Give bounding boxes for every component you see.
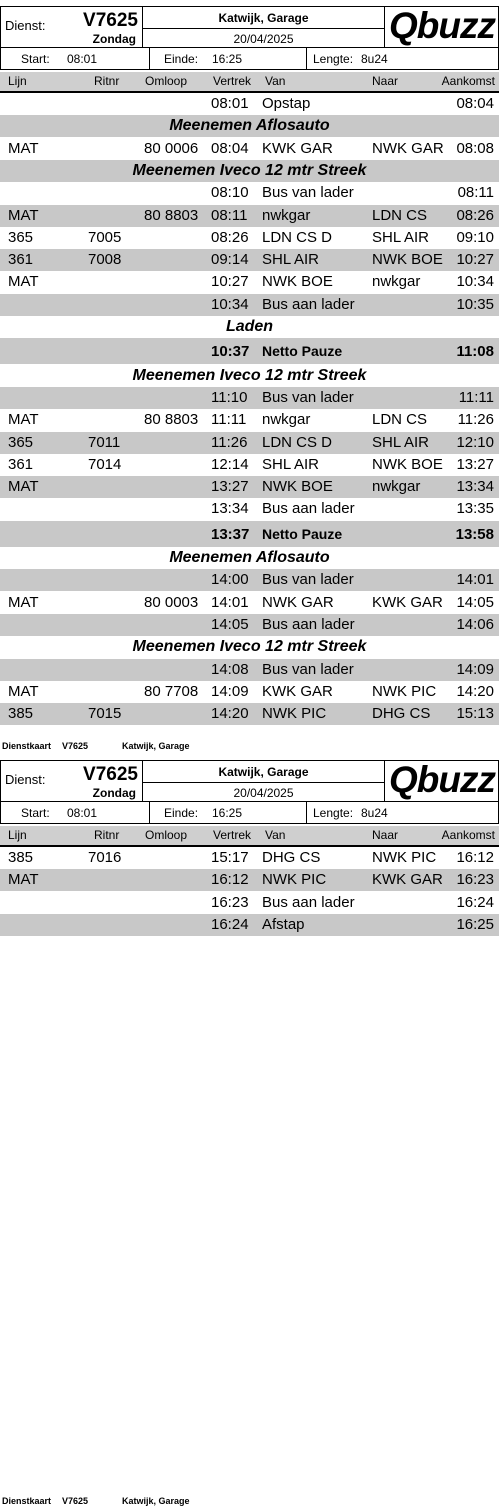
table-row — [0, 205, 499, 227]
cell-aankomst: 15:13 — [456, 705, 494, 723]
cell-aankomst: 09:10 — [456, 228, 494, 246]
end-time: 16:25 — [212, 806, 243, 820]
cell-van: Bus van lader — [262, 184, 354, 202]
cell-van: SHL AIR — [262, 251, 319, 269]
table-row — [0, 659, 499, 681]
cell-van: NWK BOE — [262, 478, 333, 496]
table-row — [0, 387, 499, 409]
cell-aankomst: 08:08 — [456, 139, 494, 157]
cell-lijn: 365 — [8, 433, 34, 451]
cell-vertrek: 09:14 — [211, 251, 249, 269]
cell-ritnr: 7008 — [88, 251, 122, 269]
dienstkaart-page-1 — [0, 0, 500, 754]
company-logo: Qbuzz — [389, 5, 495, 46]
cell-lijn: MAT — [8, 682, 39, 700]
divider — [143, 782, 384, 783]
cell-vertrek: 14:08 — [211, 660, 249, 678]
section-title: Meenemen Aflosauto — [169, 549, 330, 566]
location-cell — [143, 761, 385, 801]
cell-ritnr: 7015 — [88, 705, 122, 723]
cell-lijn: MAT — [8, 273, 39, 291]
start-cell — [1, 802, 150, 823]
cell-vertrek: 08:01 — [211, 95, 249, 112]
cell-naar: SHL AIR — [372, 433, 429, 451]
cell-aankomst: 14:20 — [456, 682, 494, 700]
cell-aankomst: 13:35 — [456, 500, 494, 518]
cell-vertrek: 10:34 — [211, 295, 249, 313]
cell-ritnr: 7016 — [88, 849, 122, 866]
column-header — [0, 826, 499, 847]
cell-vertrek: 14:01 — [211, 593, 249, 611]
col-vertrek: Vertrek — [213, 828, 252, 842]
cell-aankomst: 12:10 — [456, 433, 494, 451]
cell-omloop: 80 0003 — [144, 593, 199, 611]
col-van: Van — [265, 74, 286, 88]
table-row — [0, 592, 499, 614]
dienstkaart-page-2 — [0, 754, 500, 1512]
col-omloop: Omloop — [145, 828, 188, 842]
section-title: Meenemen Iveco 12 mtr Streek — [132, 638, 367, 656]
cell-vertrek: 16:12 — [211, 871, 249, 889]
pause-row — [0, 521, 499, 547]
table-row — [0, 847, 499, 869]
cell-aankomst: 14:09 — [456, 660, 494, 678]
company-logo: Qbuzz — [389, 759, 495, 800]
cell-van: Netto Pauze — [262, 343, 343, 360]
footer-dienst: V7625 — [62, 1496, 89, 1506]
footer-label: Dienstkaart — [2, 1496, 52, 1506]
cell-naar: nwkgar — [372, 273, 421, 291]
dienst-cell — [1, 7, 143, 47]
cell-van: Bus van lader — [262, 388, 354, 406]
start-cell — [1, 48, 150, 69]
cell-van: NWK PIC — [262, 705, 327, 723]
col-ritnr: Ritnr — [94, 74, 120, 88]
table-row — [0, 432, 499, 454]
table-row — [0, 93, 499, 115]
section-header — [0, 636, 499, 658]
cell-van: NWK BOE — [262, 273, 333, 291]
cell-naar: NWK GAR — [372, 139, 444, 157]
section-title: Meenemen Iveco 12 mtr Streek — [132, 161, 367, 179]
table-row — [0, 681, 499, 703]
table-row — [0, 869, 499, 891]
section-title: Meenemen Iveco 12 mtr Streek — [132, 366, 367, 384]
cell-aankomst: 11:08 — [456, 343, 494, 361]
header-box — [0, 6, 499, 48]
cell-van: Netto Pauze — [262, 525, 343, 542]
dienst-cell — [1, 761, 143, 801]
cell-ritnr: 7005 — [88, 228, 122, 246]
cell-naar: SHL AIR — [372, 228, 429, 246]
cell-lijn: 361 — [8, 251, 34, 269]
cell-van: Bus aan lader — [262, 893, 355, 911]
cell-aankomst: 10:27 — [456, 251, 494, 269]
dienst-label: Dienst: — [5, 772, 46, 787]
cell-van: DHG CS — [262, 849, 321, 866]
date: 20/04/2025 — [233, 32, 294, 46]
cell-aankomst: 16:25 — [456, 915, 494, 933]
cell-aankomst: 16:12 — [456, 849, 494, 866]
col-omloop: Omloop — [145, 74, 188, 88]
end-time: 16:25 — [212, 52, 243, 66]
cell-vertrek: 14:00 — [211, 571, 249, 589]
cell-lijn: 361 — [8, 455, 34, 473]
cell-omloop: 80 0006 — [144, 139, 199, 157]
table-row — [0, 614, 499, 636]
col-vertrek: Vertrek — [213, 74, 252, 88]
footer-location: Katwijk, Garage — [122, 1496, 190, 1506]
cell-vertrek: 08:04 — [211, 139, 249, 157]
cell-naar: NWK BOE — [372, 251, 443, 269]
cell-aankomst: 13:34 — [456, 478, 494, 496]
length-cell — [307, 802, 499, 823]
cell-aankomst: 08:11 — [457, 184, 494, 202]
cell-vertrek: 08:26 — [211, 228, 249, 246]
cell-vertrek: 13:34 — [211, 500, 249, 518]
end-cell — [150, 802, 307, 823]
cell-naar: nwkgar — [372, 478, 421, 496]
table-row — [0, 182, 499, 204]
pause-row — [0, 338, 499, 364]
logo-cell — [385, 7, 499, 47]
col-van: Van — [265, 828, 286, 842]
location-cell — [143, 7, 385, 47]
cell-aankomst: 10:35 — [456, 295, 494, 313]
cell-omloop: 80 8803 — [144, 411, 199, 429]
cell-aankomst: 11:26 — [457, 411, 494, 429]
table-row — [0, 249, 499, 271]
cell-van: NWK GAR — [262, 593, 334, 611]
cell-omloop: 80 7708 — [144, 682, 199, 700]
cell-aankomst: 14:01 — [456, 571, 494, 589]
times-bar — [0, 48, 499, 70]
length-value: 8u24 — [361, 52, 388, 66]
cell-ritnr: 7011 — [88, 433, 121, 451]
cell-aankomst: 08:04 — [456, 95, 494, 112]
location: Katwijk, Garage — [218, 765, 309, 779]
table-row — [0, 892, 499, 914]
cell-lijn: 365 — [8, 228, 34, 246]
cell-lijn: MAT — [8, 206, 39, 224]
cell-vertrek: 15:17 — [211, 849, 249, 866]
table-row — [0, 703, 499, 725]
length-cell — [307, 48, 499, 69]
end-label: Einde: — [164, 52, 199, 66]
cell-aankomst: 11:11 — [458, 388, 494, 406]
col-lijn: Lijn — [8, 828, 27, 842]
cell-vertrek: 16:23 — [211, 893, 249, 911]
footer-label: Dienstkaart — [2, 741, 52, 751]
col-lijn: Lijn — [8, 74, 27, 88]
cell-lijn: 385 — [8, 705, 34, 723]
col-ritnr: Ritnr — [94, 828, 120, 842]
cell-vertrek: 14:05 — [211, 615, 249, 633]
table-row — [0, 569, 499, 591]
table-row — [0, 498, 499, 520]
cell-lijn: MAT — [8, 871, 39, 889]
cell-naar: KWK GAR — [372, 871, 443, 889]
col-naar: Naar — [372, 828, 399, 842]
table-row — [0, 454, 499, 476]
cell-ritnr: 7014 — [88, 455, 122, 473]
cell-van: LDN CS D — [262, 228, 333, 246]
length-label: Lengte: — [313, 52, 354, 66]
cell-aankomst: 14:05 — [456, 593, 494, 611]
end-label: Einde: — [164, 806, 199, 820]
table-row — [0, 476, 499, 498]
dienst-label: Dienst: — [5, 18, 46, 33]
column-header — [0, 72, 499, 93]
section-header — [0, 316, 499, 338]
section-title: Laden — [225, 318, 274, 335]
cell-van: KWK GAR — [262, 682, 333, 700]
cell-van: Bus van lader — [262, 571, 354, 589]
cell-vertrek: 13:37 — [211, 525, 250, 543]
length-value: 8u24 — [361, 806, 388, 820]
start-label: Start: — [21, 52, 50, 66]
table-row — [0, 294, 499, 316]
section-header — [0, 365, 499, 387]
length-label: Lengte: — [313, 806, 354, 820]
logo-cell — [385, 761, 499, 801]
cell-van: SHL AIR — [262, 455, 319, 473]
col-naar: Naar — [372, 74, 399, 88]
end-cell — [150, 48, 307, 69]
header-box — [0, 760, 499, 802]
cell-van: LDN CS D — [262, 433, 333, 451]
start-time: 08:01 — [67, 52, 98, 66]
cell-vertrek: 11:26 — [211, 433, 248, 451]
section-header — [0, 160, 499, 182]
table-row — [0, 914, 499, 936]
cell-naar: LDN CS — [372, 411, 428, 429]
section-title: Meenemen Aflosauto — [169, 117, 330, 135]
day-label: Zondag — [92, 32, 136, 46]
footer-dienst: V7625 — [62, 741, 89, 751]
cell-naar: KWK GAR — [372, 593, 443, 611]
cell-aankomst: 14:06 — [456, 615, 494, 633]
cell-naar: NWK BOE — [372, 455, 443, 473]
table-row — [0, 227, 499, 249]
section-header — [0, 547, 499, 569]
start-time: 08:01 — [67, 806, 98, 820]
start-label: Start: — [21, 806, 50, 820]
cell-vertrek: 14:09 — [211, 682, 249, 700]
cell-aankomst: 08:26 — [456, 206, 494, 224]
cell-naar: LDN CS — [372, 206, 428, 224]
cell-naar: DHG CS — [372, 705, 431, 723]
col-aankomst: Aankomst — [441, 74, 495, 88]
cell-aankomst: 16:24 — [456, 893, 494, 911]
cell-aankomst: 10:34 — [456, 273, 494, 291]
cell-vertrek: 11:10 — [211, 388, 248, 406]
section-header — [0, 115, 499, 137]
cell-vertrek: 10:27 — [211, 273, 249, 291]
dienst-number: V7625 — [83, 764, 138, 785]
day-label: Zondag — [92, 786, 136, 800]
cell-van: Opstap — [262, 95, 311, 112]
cell-vertrek: 16:24 — [211, 915, 249, 933]
cell-aankomst: 16:23 — [456, 871, 494, 889]
cell-vertrek: 14:20 — [211, 705, 249, 723]
col-aankomst: Aankomst — [441, 828, 495, 842]
cell-lijn: MAT — [8, 139, 39, 157]
cell-van: Bus aan lader — [262, 500, 355, 518]
table-row — [0, 409, 499, 431]
cell-van: Bus aan lader — [262, 295, 355, 313]
cell-naar: NWK PIC — [372, 849, 437, 866]
cell-lijn: MAT — [8, 411, 39, 429]
cell-lijn: MAT — [8, 478, 39, 496]
cell-lijn: 385 — [8, 849, 34, 866]
cell-vertrek: 12:14 — [211, 455, 249, 473]
cell-vertrek: 08:10 — [211, 184, 249, 202]
cell-aankomst: 13:58 — [455, 525, 494, 543]
cell-van: KWK GAR — [262, 139, 333, 157]
table-row — [0, 138, 499, 160]
cell-aankomst: 13:27 — [456, 455, 494, 473]
divider — [143, 28, 384, 29]
cell-van: NWK PIC — [262, 871, 327, 889]
cell-lijn: MAT — [8, 593, 39, 611]
cell-vertrek: 13:27 — [211, 478, 249, 496]
footer-location: Katwijk, Garage — [122, 741, 190, 751]
cell-van: Afstap — [262, 915, 305, 933]
cell-van: Bus aan lader — [262, 615, 355, 633]
date: 20/04/2025 — [233, 786, 294, 800]
cell-omloop: 80 8803 — [144, 206, 199, 224]
dienst-number: V7625 — [83, 10, 138, 31]
cell-vertrek: 08:11 — [211, 206, 248, 224]
cell-vertrek: 11:11 — [211, 411, 247, 429]
table-row — [0, 271, 499, 293]
times-bar — [0, 802, 499, 824]
cell-van: Bus van lader — [262, 660, 354, 678]
location: Katwijk, Garage — [218, 11, 309, 25]
cell-vertrek: 10:37 — [211, 343, 250, 361]
cell-van: nwkgar — [262, 206, 311, 224]
cell-van: nwkgar — [262, 411, 311, 429]
cell-naar: NWK PIC — [372, 682, 437, 700]
